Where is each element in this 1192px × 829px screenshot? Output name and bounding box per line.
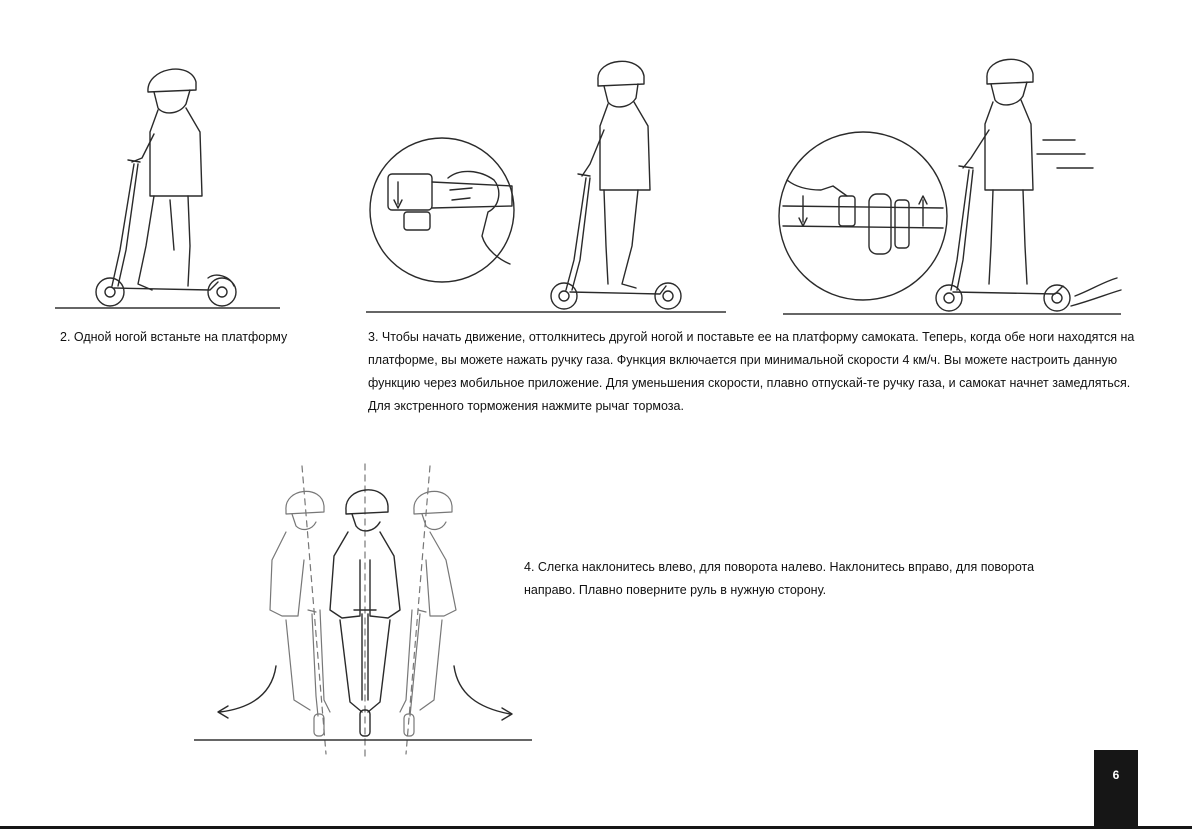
illustration-one-foot-on-platform — [50, 50, 290, 315]
illustration-throttle-ride — [360, 50, 730, 315]
illustration-lean-turn — [190, 460, 540, 760]
scooter — [551, 174, 681, 309]
rider-right-lean — [400, 491, 456, 736]
step-3-caption: 3. Чтобы начать движение, оттолкнитесь другой ногой и поставьте ее на платформу самоката. Теперь, когда обе ноги находятся на платформе, вы можете нажать ручку газа. Функция включается при минимальной скорости 4 км/ч. Вы можете настроить данную функцию через мобильное приложение. Для уменьшения скорости, плавно отпускай-те ручку газа, и самокат начнет замедляться. Для экстренного торможения нажмите рычаг тормоза. — [368, 330, 1135, 413]
throttle-detail-circle — [370, 138, 514, 282]
scooter — [96, 160, 236, 306]
turn-arrow-right — [454, 666, 512, 720]
page-number: 6 — [1112, 768, 1120, 782]
illustration-brake-ride — [775, 50, 1135, 320]
rider-figure — [132, 69, 202, 290]
turn-arrow-left — [218, 666, 276, 718]
page-number-tab — [1094, 750, 1138, 829]
rider-figure — [582, 61, 650, 288]
scooter — [936, 166, 1070, 311]
step-4-caption: 4. Слегка наклонитесь влево, для поворота налево. Наклонитесь вправо, для поворота направо. Плавно поверните руль в нужную сторону. — [524, 560, 1035, 597]
step-2-caption: 2. Одной ногой встаньте на платформу — [60, 330, 288, 344]
speed-lines — [1037, 140, 1121, 306]
brake-detail-circle — [779, 132, 947, 300]
